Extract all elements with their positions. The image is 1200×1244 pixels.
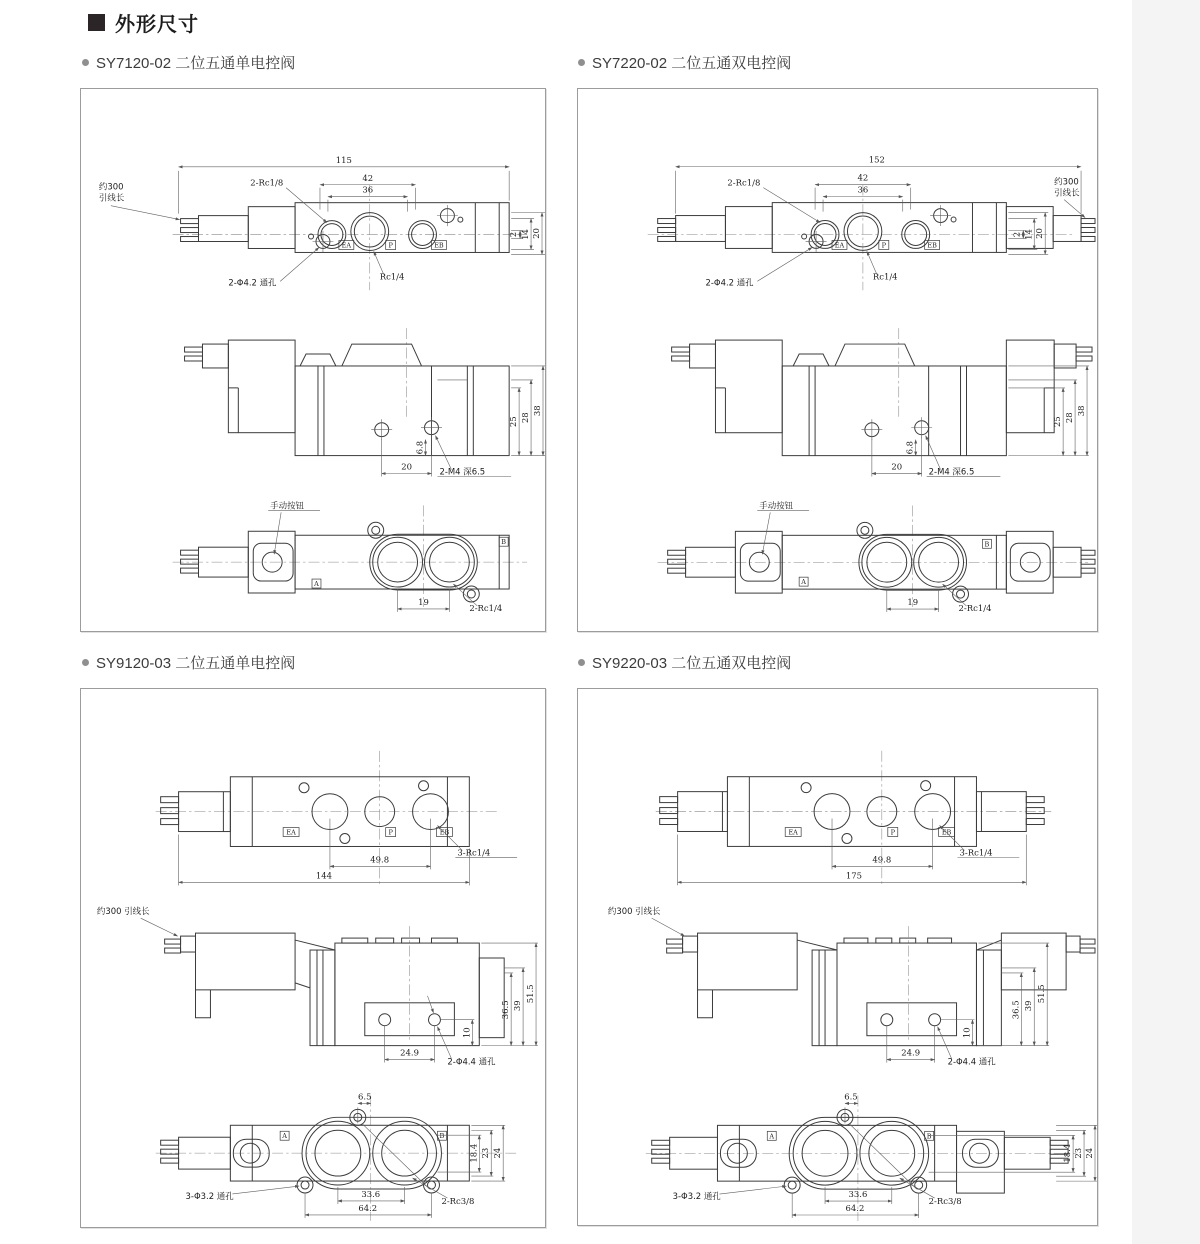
annotation-label: 2-Rc1/8	[727, 177, 761, 188]
annotation-label: 6.8	[904, 440, 915, 455]
panel-sy9220	[577, 688, 1098, 1226]
annotation-label: 6.5	[358, 1091, 372, 1102]
annotation-label: 20	[1034, 228, 1045, 239]
annotation-label: 115	[335, 154, 352, 165]
annotation-label: 2-M4 深6.5	[928, 466, 975, 477]
port-label: EA	[834, 241, 845, 250]
page-title: 外形尺寸	[115, 14, 199, 36]
annotation-label: 2-Rc3/8	[441, 1195, 475, 1206]
annotation-label: 2-Φ4.2 通孔	[228, 277, 277, 288]
annotation-label: 38	[532, 405, 543, 417]
annotation-label: 23	[480, 1147, 491, 1159]
annotation-label: 51.5	[525, 984, 536, 1004]
annotation-label: 约300	[1054, 176, 1079, 187]
port-label: A	[769, 1132, 775, 1141]
annotation-label: 6.5	[844, 1091, 858, 1102]
annotation-label: 2-Rc1/8	[250, 177, 284, 188]
section-header	[88, 8, 199, 37]
panel-title-sy9220	[578, 652, 791, 673]
annotation-label: 3-Φ3.2 通孔	[672, 1191, 721, 1202]
port-label: B	[501, 538, 507, 547]
annotation-label: 2-Rc3/8	[928, 1196, 962, 1207]
annotation-label: 24	[1084, 1147, 1095, 1159]
annotation-label: 10	[461, 1027, 472, 1039]
port-label: A	[314, 580, 319, 589]
port-label: EA	[341, 241, 352, 250]
port-label: P	[388, 241, 393, 250]
port-label: B	[926, 1132, 932, 1141]
annotation-label: 引线长	[1054, 187, 1080, 198]
port-label: EA	[788, 828, 798, 837]
panel-title-text: SY9120-03 二位五通单电控阀	[96, 655, 296, 672]
annotation-label: 14	[520, 229, 531, 240]
bullet-icon	[578, 59, 585, 66]
panel-title-text: SY9220-03 二位五通双电控阀	[592, 655, 792, 672]
annotation-label: 39	[512, 1000, 523, 1012]
annotation-label: 28	[1064, 412, 1075, 424]
port-label: A	[282, 1132, 287, 1141]
annotation-label: 3-Φ3.2 通孔	[185, 1190, 234, 1201]
annotation-label: 38	[1076, 405, 1087, 417]
panel-title-sy7120	[82, 52, 295, 73]
annotation-label: 10	[961, 1027, 972, 1039]
annotation-label: 约300 引线长	[607, 906, 661, 917]
annotation-label: 2	[1011, 231, 1022, 238]
annotation-label: 2-Rc1/4	[958, 603, 992, 614]
annotation-label: 152	[868, 154, 885, 165]
annotation-label: 28	[520, 412, 531, 424]
drawing-sy9120-03	[81, 689, 545, 1227]
annotation-label: 14	[1023, 229, 1034, 240]
page-edge-shading	[1132, 0, 1200, 1244]
annotation-label: 19	[418, 596, 429, 607]
annotation-label: 2-Φ4.2 通孔	[705, 277, 754, 288]
annotation-label: 33.6	[361, 1188, 381, 1199]
panel-sy9120	[80, 688, 546, 1228]
annotation-label: 2	[508, 231, 519, 238]
annotation-label: Rc1/4	[379, 271, 405, 282]
bullet-icon	[82, 659, 89, 666]
annotation-label: 64.2	[358, 1202, 378, 1213]
annotation-label: 24.9	[400, 1047, 419, 1058]
port-label: B	[984, 540, 990, 549]
annotation-label: 20	[401, 461, 412, 472]
annotation-label: 18.4	[1062, 1143, 1073, 1163]
panel-title-text: SY7120-02 二位五通单电控阀	[96, 55, 296, 72]
annotation-label: 175	[845, 870, 863, 881]
annotation-label: 144	[315, 870, 333, 881]
port-label: A	[801, 578, 806, 587]
annotation-label: 2-Φ4.4 通孔	[447, 1056, 496, 1067]
annotation-label: 2-M4 深6.5	[439, 466, 486, 477]
annotation-label: 36	[857, 184, 869, 195]
bullet-icon	[82, 59, 89, 66]
annotation-label: 18.4	[468, 1143, 479, 1163]
annotation-label: 39	[1023, 1000, 1034, 1012]
annotation-label: 24	[492, 1147, 503, 1159]
panel-title-sy7220	[578, 52, 791, 73]
port-label: EB	[439, 828, 450, 837]
annotation-label: 6.8	[414, 440, 425, 455]
annotation-label: 42	[362, 172, 374, 183]
annotation-label: 33.6	[848, 1189, 868, 1200]
annotation-label: 20	[891, 461, 903, 472]
drawing-sy7220-02	[578, 89, 1097, 631]
panel-sy7220	[577, 88, 1098, 632]
port-label: EB	[434, 241, 444, 250]
annotation-label: 约300 引线长	[96, 906, 150, 917]
annotation-label: 2-Φ4.4 通孔	[947, 1056, 996, 1067]
annotation-label: 25	[508, 416, 519, 428]
port-label: EA	[286, 828, 296, 837]
drawing-sy7120-02	[81, 89, 545, 631]
port-label: EB	[941, 828, 952, 837]
port-label: P	[388, 828, 393, 837]
annotation-label: 3-Rc1/4	[959, 847, 993, 858]
port-label: P	[881, 241, 887, 250]
section-marker-icon	[88, 14, 105, 31]
annotation-label: 36	[362, 184, 374, 195]
annotation-label: 2-Rc1/4	[469, 602, 503, 613]
drawing-sy9220-03	[578, 689, 1097, 1225]
panel-title-text: SY7220-02 二位五通双电控阀	[592, 55, 792, 72]
annotation-label: 23	[1073, 1147, 1084, 1159]
annotation-label: 51.5	[1036, 984, 1047, 1004]
annotation-label: 19	[907, 597, 919, 608]
annotation-label: 24.9	[901, 1047, 921, 1058]
port-label: EB	[927, 241, 937, 250]
annotation-label: Rc1/4	[872, 271, 898, 282]
annotation-label: 20	[531, 228, 542, 239]
annotation-label: 42	[857, 172, 869, 183]
annotation-label: 引线长	[98, 192, 125, 203]
annotation-label: 3-Rc1/4	[457, 847, 491, 858]
annotation-label: 手动按钮	[270, 500, 304, 511]
annotation-label: 36.5	[500, 1000, 511, 1020]
annotation-label: 49.8	[872, 854, 892, 865]
port-label: P	[890, 828, 895, 837]
port-label: B	[439, 1132, 445, 1141]
annotation-label: 约300	[98, 181, 124, 192]
annotation-label: 25	[1052, 416, 1063, 428]
annotation-label: 64.2	[845, 1203, 865, 1214]
panel-title-sy9120	[82, 652, 295, 673]
bullet-icon	[578, 659, 585, 666]
panel-sy7120	[80, 88, 546, 632]
annotation-label: 49.8	[370, 854, 390, 865]
annotation-label: 36.5	[1010, 1000, 1021, 1020]
annotation-label: 手动按钮	[759, 500, 794, 511]
